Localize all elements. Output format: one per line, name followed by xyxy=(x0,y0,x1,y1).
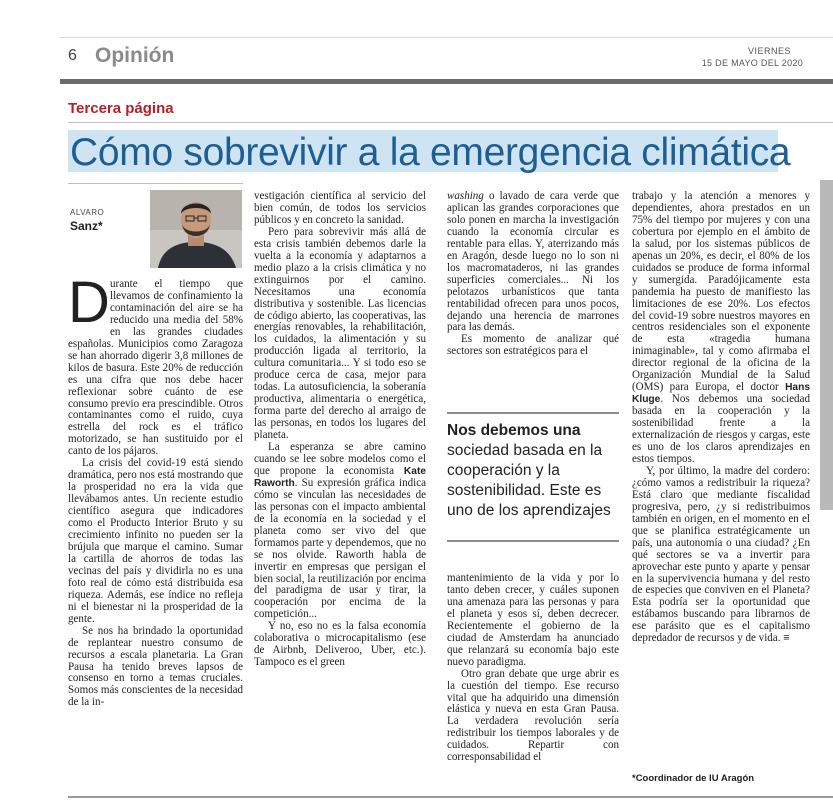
header-top-rule xyxy=(60,37,833,38)
article-column-3-continued xyxy=(447,573,619,764)
drop-cap: D xyxy=(68,270,110,335)
article-column-1 xyxy=(68,270,243,709)
person-name: Kate Raworth xyxy=(254,465,427,489)
article-paragraph: Se nos ha brindado la oportunidad de replantear nuestro consumo de recursos a escala planetaria. La Gran Pausa ha tenido breves lapsos de consenso en torno a temas cruciales. Somos más conscientes de la necesidad de la in- xyxy=(68,624,243,709)
pull-quote-lead: Nos debemos una xyxy=(447,422,581,439)
article-paragraph: washing o lavado de cara verde que aplican las grandes corporaciones que solo ponen en marcha la investigación cuando la economía circular es rentable para ellas. Y, aterrizando más en Aragón, desde luego no lo son ni los macromataderos, ni las grandes superficies comerciales... Ni los pelotazos urbanísticos que tanta rentabilidad ofrecen para unos pocos, dejando una herencia de marrones para las demás. xyxy=(447,190,619,334)
end-mark: ≡ xyxy=(783,632,790,645)
issue-date: 15 DE MAYO DEL 2020 xyxy=(701,58,803,68)
section-title: Opinión xyxy=(95,44,175,67)
person-name: Hans Kluge xyxy=(632,382,810,406)
article-paragraph: La esperanza se abre camino cuando se lee sobre modelos como el que propone la economista Kate Raworth. Su expresión gráfica indica cómo se vinculan las necesidades de las personas con el impacto ambiental de la economía en la sociedad y el planeta como ser vivo del que formamos parte y dependemos, que no se nos olvide. Raworth habla de invertir en empresas que persigan el bien social, la reutilización por encima del paradigma de usar y tirar, la cooperación por encima de la competición... xyxy=(254,441,427,621)
header-rule xyxy=(60,79,833,84)
author-separator xyxy=(68,183,243,184)
article-paragraph: Y, por último, la madre del cordero: ¿cómo vamos a redistribuir la riqueza? Está claro que mediante fiscalidad progresiva, pero, ¿y si redistribuimos también en origen, en el momento en el que se planifica estratégicamente un país, una autonomía o una ciudad? ¿En qué sectores se va a invertir para aprovechar este punto y aparte y pensar en la supervivencia humana y del resto de especies que conviven en el Planeta? Esta podría ser la oportunidad que estábamos buscando para librarnos de ese parásito que es el capitalismo depredador de recursos y de vida. ≡ xyxy=(632,464,810,645)
article-paragraph: Y no, eso no es la falsa economía colaborativa o microcapitalismo (ese de Airbnb, Deliveroo, Uber, etc.). Tampoco es el green xyxy=(254,620,426,669)
article-paragraph: La crisis del covid-19 está siendo dramática, pero nos está mostrando que la prosperidad no era la vida que llevábamos antes. Un reciente estudio científico asegura que indicadores como el Producto Interior Bruto y su crecimiento infinito no pueden ser la brújula que marque el camino. Sumar la cartilla de ahorros de todas las vecinas del país y dividirla no es una foto real de cómo está distribuida esa riqueza. Además, ese índice no refleja ni el bienestar ni la prosperidad de la gente. xyxy=(68,457,243,625)
author-photo xyxy=(150,190,242,268)
article-paragraph: trabajo y la atención a menores y dependientes, ahora prestados en un 75% del tiempo por mujeres y con una cobertura por ejemplo en el ámbito de la salud, por los sistemas públicos de apenas un 20%, es decir, el 80% de los cuidados se produce de forma informal y sumergida. Paradójicamente esta pandemia ha puesto de manifiesto las limitaciones de ese 20%. Los efectos del covid-19 sobre nuestros mayores en centros residenciales son el exponente de esta «tragedia humana inimaginable», tal y como afirmaba el director regional de la oficina de la Organización Mundial de la Salud (OMS) para Europa, el doctor Hans Kluge. Nos debemos una sociedad basada en la cooperación y la sostenibilidad frente a la externalización de riesgos y cargas, este es uno de los claros aprendizajes en estos tiempos. xyxy=(632,190,810,465)
kicker: Tercera página xyxy=(68,100,174,117)
pull-quote-rule-bottom xyxy=(447,540,619,542)
author-credit: *Coordinador de IU Aragón xyxy=(632,773,755,784)
pull-quote-text: sociedad basada en la cooperación y la sostenibilidad. Este es uno de los aprendizajes xyxy=(447,442,611,519)
article-paragraph: Es momento de analizar qué sectores son estratégicos para el xyxy=(447,333,619,358)
pull-quote xyxy=(447,421,619,521)
pull-quote-rule-top xyxy=(447,412,619,414)
article-column-3 xyxy=(447,191,619,358)
page-number: 6 xyxy=(68,47,77,64)
article-paragraph: mantenimiento de la vida y por lo tanto deben crecer, y cuáles suponen una amenaza para las personas y para el planeta y esos sí, deben decrecer. Recientemente el gobierno de la ciudad de Amsterdam ha anunciado que relanzará su economía bajo este nuevo paradigma. xyxy=(447,572,619,668)
article-paragraph: vestigación científica al servicio del bien común, de todos los servicios públicos y en concreto la sanidad. xyxy=(254,190,426,226)
author-last-name: Sanz* xyxy=(70,219,103,233)
article-paragraph: Durante el tiempo que llevamos de confinamiento la contaminación del aire se ha reducido una media del 58% en las grandes ciudades españolas. Municipios como Zaragoza se han ahorrado digerir 3,8 millones de kilos de basura. Este 20% de reducción es una cifra que nos debe hacer reflexionar sobre cuánto de ese consumo previo era prescindible. Otros contaminantes como el ruido, cuya estrella del rock es el tráfico motorizado, se han sustituido por el canto de los pájaros. xyxy=(68,270,243,458)
article-paragraph: Pero para sobrevivir más allá de esta crisis también debemos darle la vuelta a la economía y adaptarnos a medio plazo a la crisis climática y no extinguirnos por el camino. Necesitamos una economía distributiva y sostenible. Las licencias de código abierto, las cooperativas, las energías renovables, la rehabilitación, los cuidados, la alimentación y su producción ligada al territorio, la cultura comunitaria... Y si todo eso se produce cerca de casa, mejor para todas. La autosuficiencia, la soberanía productiva, alimentaria o energética, forma parte del derecho al arraigo de las personas, en todos los lugares del planeta. xyxy=(254,225,426,442)
article-column-4 xyxy=(632,191,810,645)
page-edge-tab xyxy=(820,180,833,510)
headline: Cómo sobrevivir a la emergencia climática xyxy=(70,131,791,174)
article-column-2 xyxy=(254,191,426,669)
issue-day: VIERNES xyxy=(747,46,791,56)
article-paragraph: Otro gran debate que urge abrir es la cuestión del tiempo. Ese recurso vital que ha adquirido una dimensión elástica y nueva en esta Gran Pausa. La verdadera revolución sería redistribuir los tiempos laborales y de cuidados. Repartir con corresponsabilidad el xyxy=(447,667,619,764)
author-first-name: ALVARO xyxy=(70,208,105,217)
footer-rule xyxy=(68,796,833,798)
kicker-rule xyxy=(68,122,833,123)
